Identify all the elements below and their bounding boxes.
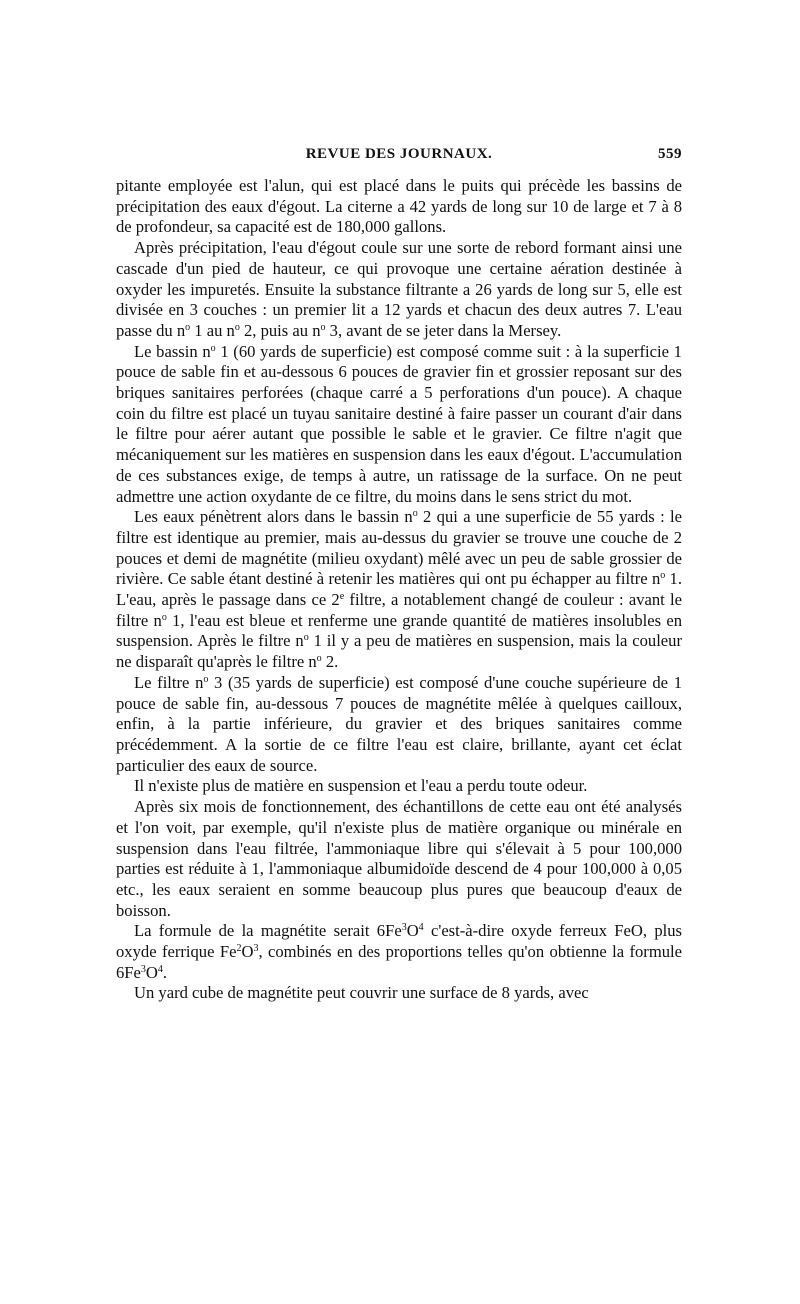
text-run: 1 il y a peu de matières en suspension, mais la couleur ne disparaît qu'après le filtre n [116,631,682,672]
superscript: o [185,321,191,333]
superscript: 4 [157,963,163,975]
text-run: 3, avant de se jeter dans la Mersey. [325,320,562,340]
superscript: e [339,591,345,603]
superscript: o [234,321,240,333]
paragraph [116,238,682,342]
page-number: 559 [658,146,682,162]
superscript: 4 [418,922,424,934]
superscript: 3 [401,922,407,934]
document-page [116,140,682,1004]
paragraph [116,921,682,983]
paragraph [116,507,682,673]
text-run: 3 (35 yards de superficie) est composé d'une couche supérieure de 1 pouce de sable fin, au-dessous 7 pouces de magnétite mêlée à quelques cailloux, enfin, à la partie inférieure, du gravier et des briques sanitaires comme précédemment. A la sortie de ce filtre l'eau est claire, brillante, ayant cet éclat particulier des eaux de source. [116,672,682,775]
text-run: Les eaux pénètrent alors dans le bassin n [134,507,413,527]
superscript: o [203,673,209,685]
superscript: 3 [253,943,259,955]
text-run: 1, l'eau est bleue et renferme une grande quantité de matières insolubles en suspension. Après le filtre n [116,610,683,651]
paragraph [116,983,682,1004]
text-run: O [145,962,158,982]
running-title: REVUE DES JOURNAUX. [305,146,493,162]
text-run: 2, puis au n [239,320,321,340]
superscript: o [320,321,326,333]
text-run: Le filtre n [134,672,204,692]
paragraph [116,342,682,508]
text-run: 2. [321,652,339,672]
text-run: Le bassin n [134,341,211,361]
text-run: Un yard cube de magnétite peut couvrir une surface de 8 yards, avec [134,983,589,1003]
text-run: 1. L'eau, après le passage dans ce 2 [116,569,683,610]
text-run: filtre, a notablement changé de couleur : avant le filtre n [116,590,682,630]
text-run: Après précipitation, l'eau d'égout coule sur une sorte de rebord formant ainsi une cascade d'un pied de hauteur, ce qui provoque une certaine aération destinée à oxyder les impuretés. Ensuite la substance filtrante a 26 yards de long sur 5, elle est divisée en 3 couches : un premier lit a 12 yards et chacun des deux autres 7. L'eau passe du n [116,238,682,340]
superscript: 2 [236,943,242,955]
paragraph [116,797,682,921]
text-run: 2 qui a une superficie de 55 yards : le filtre est identique au premier, mais au-dessus du gravier se trouve une couche de 2 pouces et demi de magnétite (milieu oxydant) mêlé avec un peu de sable grossier de rivière. Ce sable étant destiné à retenir les matières qui ont pu échapper au filtre n [116,507,682,589]
text-run: c'est-à-dire oxyde ferreux FeO, plus oxyde ferrique Fe [116,921,682,962]
text-run: O [241,942,254,962]
text-run: , combinés en des proportions telles qu'on obtienne la formule 6Fe [116,942,682,982]
text-run: . [162,962,168,982]
text-run: 1 (60 yards de superficie) est composé comme suit : à la superficie 1 pouce de sable fin et au-dessous 6 pouces de gravier fin et grossier reposant sur des briques sanitaires perforées (chaque carré a 5 perforations d'un pouce). A chaque coin du filtre est placé un tuyau sanitaire destiné à faire passer un courant d'air dans le filtre pour aérer autant que possible le sable et le gravier. Ce filtre n'agit que mécaniquement sur les matières en suspension dans les eaux d'égout. L'accumulation de ces substances exige, de temps à autre, un ratissage de la surface. On ne peut admettre une action oxydante de ce filtre, du moins dans le sens strict du mot. [116,341,682,506]
paragraph [116,176,682,238]
superscript: 3 [140,963,146,975]
text-run: O [406,921,419,941]
superscript: o [412,508,418,520]
text-run: Après six mois de fonctionnement, des échantillons de cette eau ont été analysés et l'on voit, par exemple, qu'il n'existe plus de matière organique ou minérale en suspension dans l'eau filtrée, l'ammoniaque libre qui s'élevait à 5 pour 100,000 parties est réduite à 1, l'ammoniaque albumidoïde descend de 4 pour 100,000 à 0,05 etc., les eaux seraient en somme beaucoup plus pures que beaucoup d'eaux de boisson. [116,797,682,920]
superscript: o [303,632,309,644]
paragraph [116,673,682,777]
text-run: La formule de la magnétite serait 6Fe [134,921,402,941]
superscript: o [161,611,167,623]
body-text [116,176,682,1004]
superscript: o [660,570,666,582]
text-run: pitante employée est l'alun, qui est placé dans le puits qui précède les bassins de précipitation des eaux d'égout. La citerne a 42 yards de long sur 10 de large et 7 à 8 de profondeur, sa capacité est de 180,000 gallons. [116,176,682,237]
paragraph [116,776,682,797]
superscript: o [316,653,322,665]
text-run: 1 au n [190,320,235,340]
running-header [116,140,682,176]
superscript: o [210,342,216,354]
text-run: Il n'existe plus de matière en suspension et l'eau a perdu toute odeur. [134,776,588,796]
